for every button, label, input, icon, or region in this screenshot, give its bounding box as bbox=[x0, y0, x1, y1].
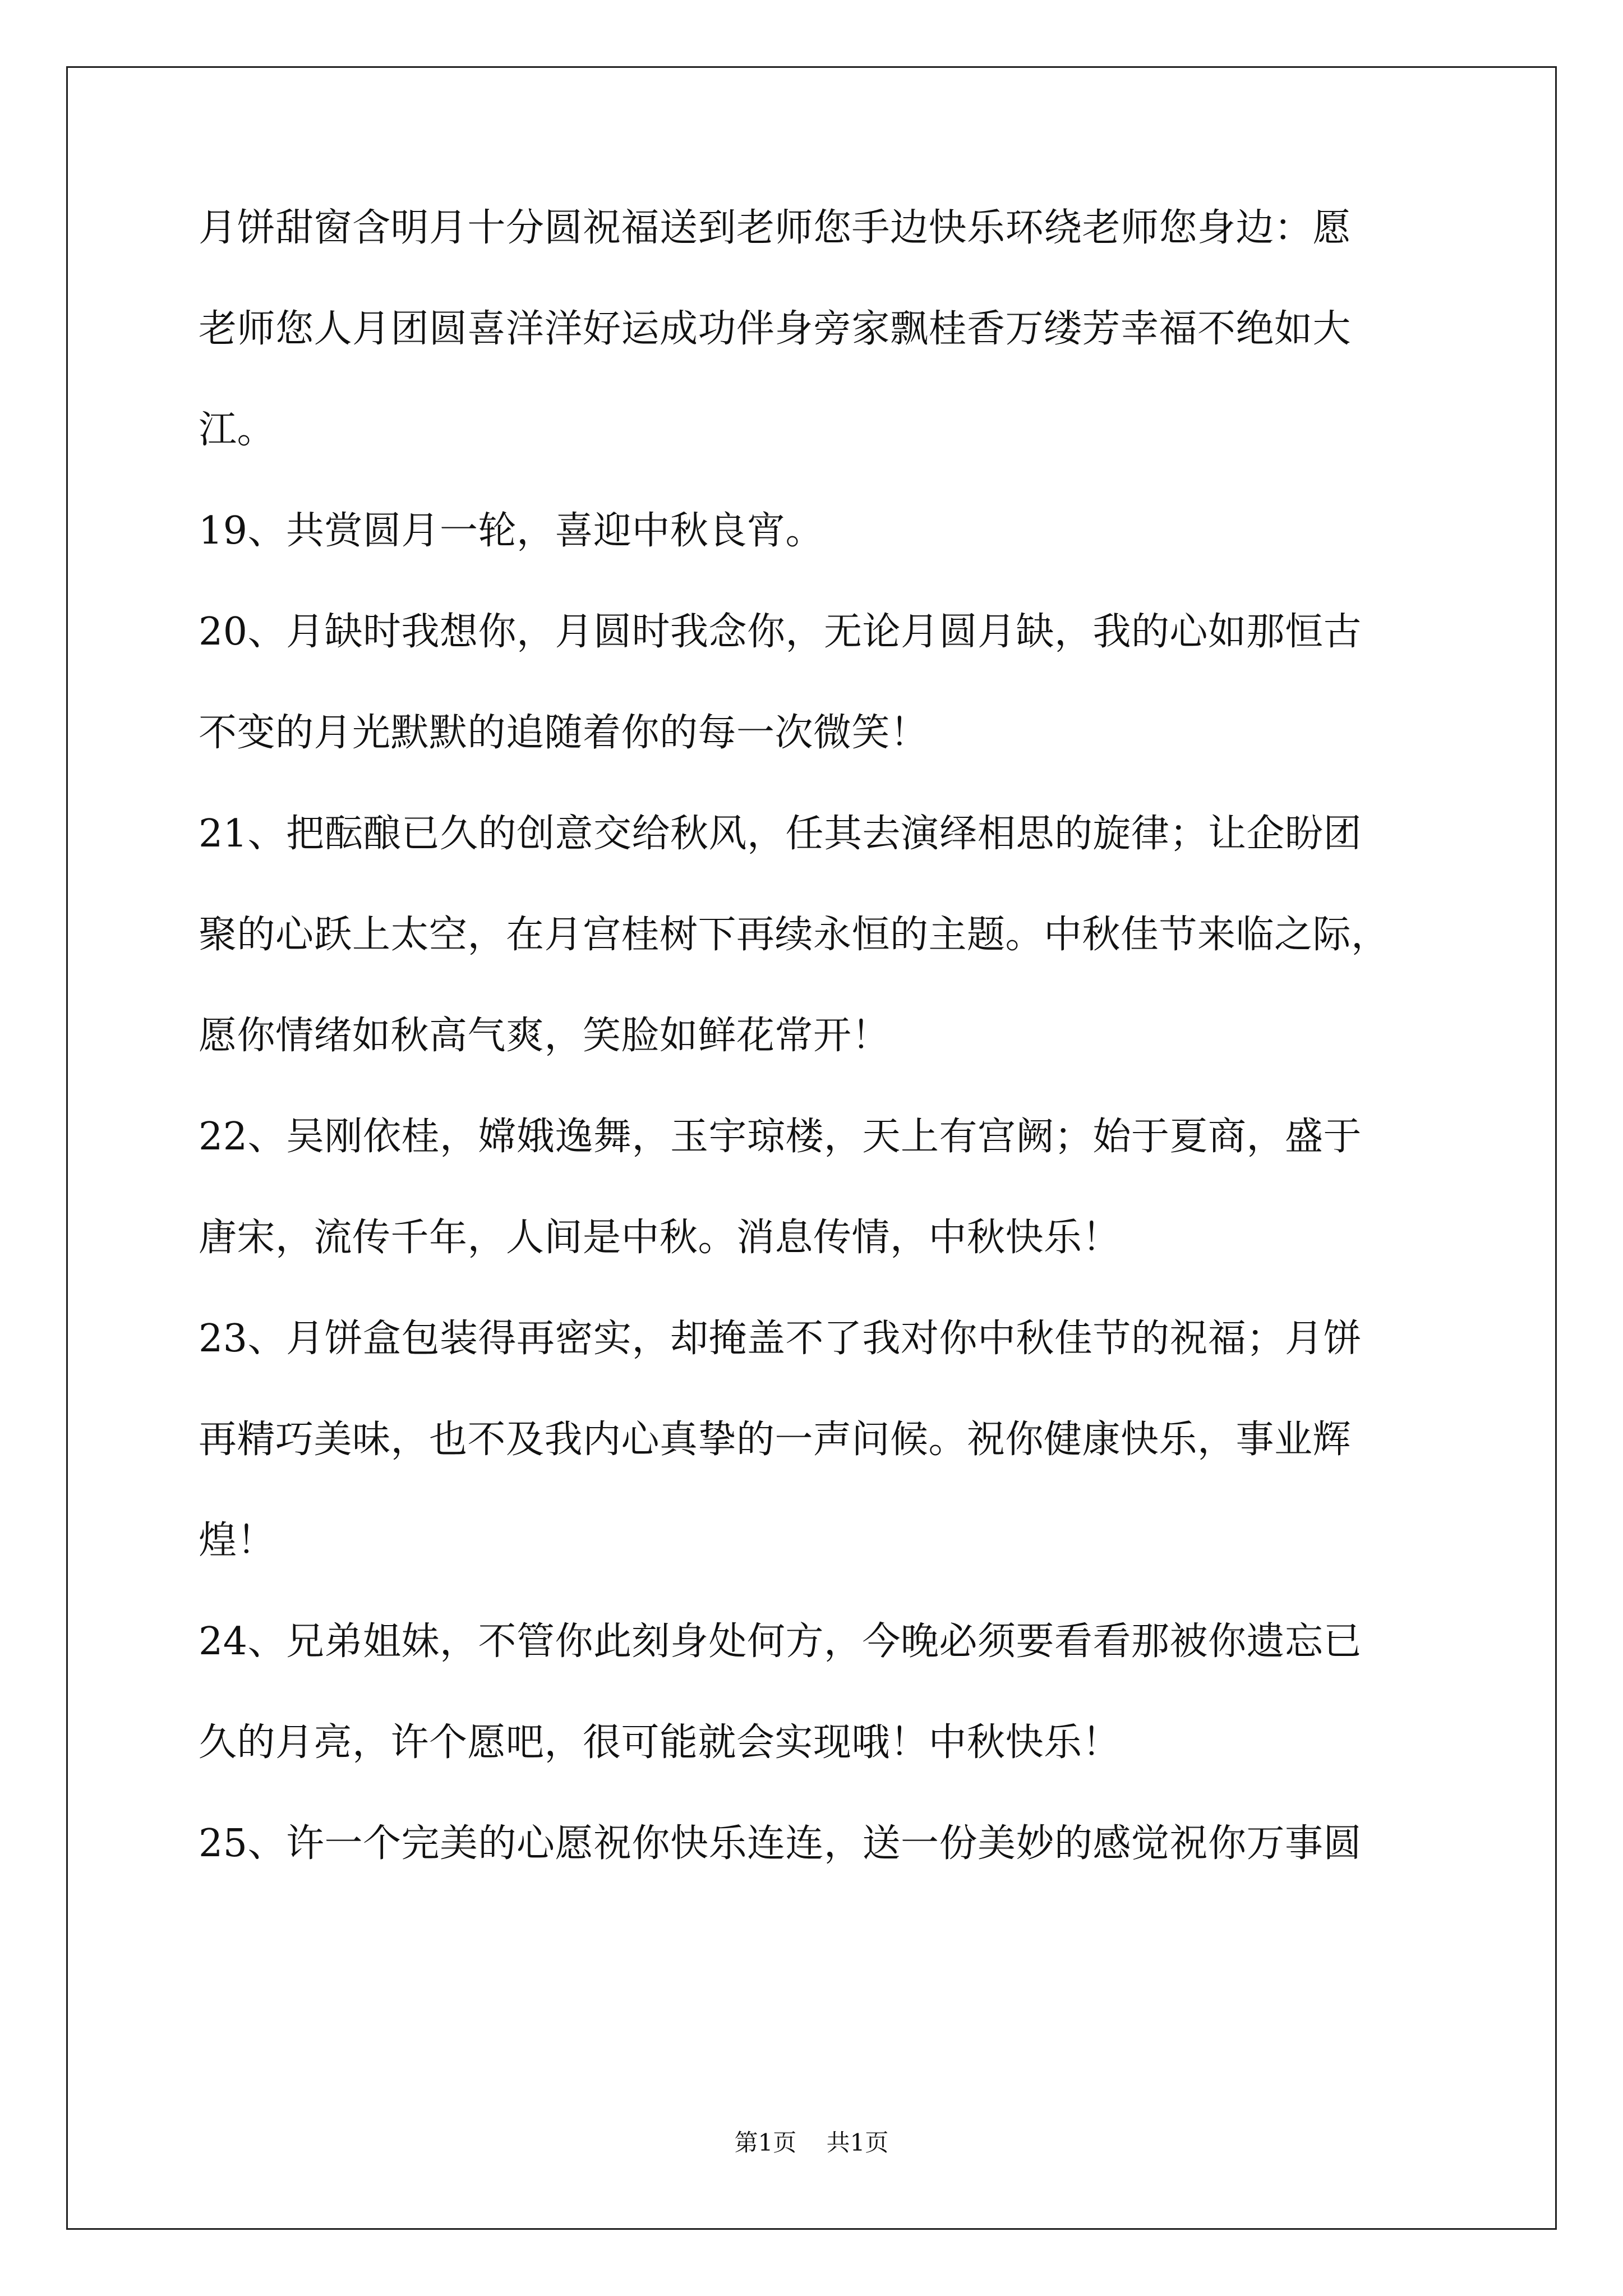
text-line: 愿你情绪如秋高气爽，笑脸如鲜花常开！ bbox=[199, 1014, 891, 1058]
text-line: 再精巧美味，也不及我内心真挚的一声问候。祝你健康快乐，事业辉 bbox=[199, 1418, 1352, 1462]
document-body bbox=[199, 208, 1460, 1924]
text-line: 25、许一个完美的心愿祝你快乐连连，送一份美妙的感觉祝你万事圆 bbox=[199, 1821, 1362, 1866]
text-line: 不变的月光默默的追随着你的每一次微笑！ bbox=[199, 711, 929, 755]
page-footer: 第1页 共1页 bbox=[734, 2129, 889, 2156]
text-line: 煌！ bbox=[199, 1519, 276, 1563]
text-line: 聚的心跃上太空，在月宫桂树下再续永恒的主题。中秋佳节来临之际， bbox=[199, 913, 1390, 957]
text-line: 19、共赏圆月一轮，喜迎中秋良宵。 bbox=[199, 509, 824, 553]
text-line: 江。 bbox=[199, 408, 276, 452]
text-line: 老师您人月团圆喜洋洋好运成功伴身旁家飘桂香万缕芳幸福不绝如大 bbox=[199, 307, 1352, 351]
text-line: 24、兄弟姐妹，不管你此刻身处何方，今晚必须要看看那被你遗忘已 bbox=[199, 1619, 1362, 1664]
text-line: 月饼甜窗含明月十分圆祝福送到老师您手边快乐环绕老师您身边：愿 bbox=[199, 206, 1352, 250]
text-line: 久的月亮，许个愿吧，很可能就会实现哦！中秋快乐！ bbox=[199, 1720, 1121, 1765]
text-line: 23、月饼盒包装得再密实，却掩盖不了我对你中秋佳节的祝福；月饼 bbox=[199, 1317, 1362, 1361]
text-line: 21、把酝酿已久的创意交给秋风，任其去演绎相思的旋律；让企盼团 bbox=[199, 812, 1362, 856]
text-line: 20、月缺时我想你，月圆时我念你，无论月圆月缺，我的心如那恒古 bbox=[199, 610, 1362, 654]
text-line: 22、吴刚依桂，嫦娥逸舞，玉宇琼楼，天上有宫阙；始于夏商，盛于 bbox=[199, 1115, 1362, 1159]
text-line: 唐宋，流传千年，人间是中秋。消息传情，中秋快乐！ bbox=[199, 1216, 1121, 1260]
